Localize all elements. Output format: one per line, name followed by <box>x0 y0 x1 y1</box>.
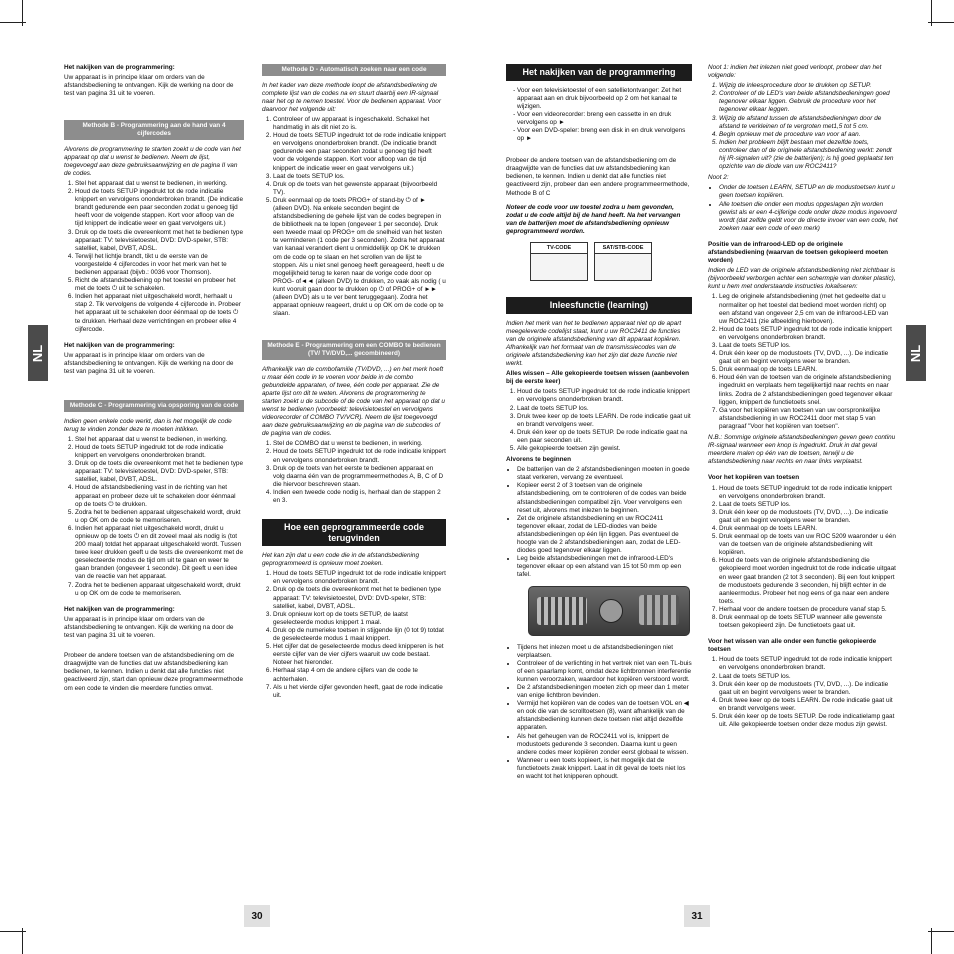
list-item: • Wanneer u een toets kopieert, is het mogelijk dat de functietoets zwak knippert. Laat in dit geval de toets niet los en wacht tot het knipperen ophoudt. <box>517 757 692 781</box>
erase-function-steps <box>708 656 898 729</box>
list-item: 2. Laat de toets SETUP los. <box>517 405 692 413</box>
list-item: 7. Als u het vierde cijfer gevonden heeft, gaat de rode indicatie uit. <box>273 684 446 700</box>
language-tab-left-label: NL <box>30 344 46 362</box>
paragraph-check-1: Uw apparaat is in principe klaar om orders van de afstandsbediening te ontvangen. Kijk de werking na door de test van pagina 31 uit te voeren. <box>64 74 234 98</box>
list-item: • Als het geheugen van de ROC2411 vol is, knippert de modustoets gedurende 3 seconden. Daarna kunt u geen andere codes meer kopiëren zonder eerst globaal te wissen. <box>517 733 692 757</box>
list-item: 5. Druk eenmaal op de toets PROG+ of stand-by ⏻ of ► (alleen DVD). Na enkele seconden begint de afstandsbediening de gehele lijst van de codes begrepen in de bibliotheek na te lopen (ongeveer 1 per seconde). Druk een tweede maal op PROG+ om de snelheid van het testen te verminderen (1 code per 3 seconden). Zodra het apparaat van kanaal verandert dient u onmiddellijk op OK te drukken om de code op te slaan en het scrollen van de lijst te stoppen. Als u niet snel genoeg heeft gereageerd, heeft u de mogelijkheid terug te keren naar de vorige code door op PROG- of◄◄ (alleen DVD) te drukken, zo vaak als nodig ( u kunt vooruit gaan door te drukken op ⏻ of PROG+ of ►► (alleen DVD) als u te ver bent teruggegaan). Zodra het apparaat opnieuw reageert, drukt u op OK om de code op te slaan. <box>273 197 446 318</box>
learning-intro: Indien het merk van het te bedienen apparaat niet op de apart meegeleverde codelijst staat, kunt u uw ROC2411 de functies van de originele afstandsbediening van dit apparaat kopiëren. Afhankelijk van het formaat van de transmissiecodes van de originele afstandsbediening kan het zijn dat deze functie niet werkt. <box>506 319 682 368</box>
column-4 <box>708 64 898 732</box>
page-number-right-text: 31 <box>691 910 703 922</box>
list-item: 2. Houd de toets SETUP ingedrukt tot de rode indicatie knippert en vervolgens ononderbroken brandt. <box>273 448 446 464</box>
list-item: 1. Stel het apparaat dat u wenst te bedienen, in werking. <box>75 436 244 444</box>
page-number-right <box>684 905 710 927</box>
during-learning-bullets <box>506 644 692 782</box>
list-item: • Vermijd het kopiëren van de codes van de toetsen VOL en ◀ en ook die van de scrolltoetsen (8), want afhankelijk van de afstandsbediening kunnen deze toetsen niet altijd dezelfde apparaten. <box>517 700 692 732</box>
method-d-intro: In het kader van deze methode loopt de afstandsbediening de complete lijst van de codes na en stuurt daarbij een IR-signaal naar het op te nemen toestel. Voor de bedienen apparaat. Voor daarvoor het volgende uit: <box>262 81 441 113</box>
list-item: 3. Druk opnieuw kort op de toets SETUP, de laatst geselecteerde modus knippert 1 maal. <box>273 611 446 627</box>
list-item: 1. Houd de toets SETUP ingedrukt tot de rode indicatie knippert en vervolgens ononderbroken brandt. <box>719 656 898 672</box>
list-item: 4. Druk één keer op de modustoets (TV, DVD, ...). De indicatie gaat uit en begint vervolgens weer te branden. <box>719 350 898 366</box>
led-position-steps <box>708 293 898 431</box>
method-c-steps <box>64 436 244 598</box>
list-item: 1. Houd de toets SETUP ingedrukt tot de rode indicatie knippert en vervolgens ononderbroken brandt. <box>273 570 446 586</box>
heading-led-position: Positie van de infrarood-LED op de originele afstandsbediening (waarvan de toetsen gekopieerd moeten worden) <box>708 240 889 265</box>
list-item: 4. Druk eenmaal op de toets LEARN. <box>719 525 898 533</box>
list-item: 5. Indien het probleem blijft bestaan met dezelfde toets, controleer dan of de originele afstandsbediening werkt: zendt hij IR-signalen uit? (zie de batterijen); is hij goed geplaatst ten opzichte van de diode van uw ROC2411? <box>719 139 898 171</box>
crop-mark-tr <box>928 22 954 49</box>
before-start-bullets <box>506 466 692 579</box>
heading-check-2: Het nakijken van de programmering: <box>64 341 175 349</box>
list-item: 5. Richt de afstandsbediening op het toestel en probeer het met de toets ⏻ uit te schakelen. <box>75 277 244 293</box>
list-item: 5. Zodra het te bedienen apparaat uitgeschakeld wordt, drukt u op OK om de code te memoriseren. <box>75 509 244 525</box>
list-item: 3. Laat de toets SETUP los. <box>273 173 446 181</box>
list-item: - Voor een videorecorder: breng een cassette in en druk vervolgens op ► <box>517 111 692 127</box>
list-item: 6. Houd de toets van de originele afstandsbediening die gekopieerd moet worden ingedrukt tot de rode indicatie uitgaat en weer gaat branden (2 tot 3 seconden). Bij een fout knippert de modustoets gedurende 3 seconden, hij blijft echter in de aanleermodus. Probeer het nog eens of ga naar een andere toets. <box>719 557 898 606</box>
list-item: 5. Druk eenmaal op de toets LEARN. <box>719 366 898 374</box>
list-item: 3. Wijzig de afstand tussen de afstandsbedieningen door de afstand te verkleinen of te vergroten met1,5 tot 5 cm. <box>719 115 898 131</box>
list-item: - Voor een televisietoestel of een satellietontvanger: Zet het apparaat aan en druk bijvoorbeeld op 2 om het kanaal te wijzigen. <box>517 87 692 111</box>
crop-mark-tr2 <box>905 0 932 26</box>
list-item: 1. Stel de COMBO dat u wenst te bedienen, in werking. <box>273 440 446 448</box>
method-d-steps <box>262 116 446 318</box>
note-write-code: Noteer de code voor uw toestel zodra u hem gevonden, zodat u de code altijd bij de hand heeft. Na het vervangen van de batterijen moet de afstandsbediening opnieuw geprogrammeerd worden. <box>506 203 681 235</box>
note-1: Noot 1: indien het inlezen niet goed verloopt, probeer dan het volgende: <box>708 64 882 80</box>
list-item: 4. Indien een tweede code nodig is, herhaal dan de stappen 2 en 3. <box>273 489 446 505</box>
remote-illustration <box>528 586 690 636</box>
tv-code-box <box>530 242 588 281</box>
list-item: 1. Stel het apparaat dat u wenst te bedienen, in werking. <box>75 180 244 188</box>
heading-check-1: Het nakijken van de programmering: <box>64 64 175 71</box>
list-item: • Kopieer eerst 2 of 3 toetsen van de originele afstandsbediening, om te controleren of de codes van beide afstandsbedieningen compatibel zijn. Voer vervolgens een reset uit, alvorens met inlezen te beginnen. <box>517 482 692 514</box>
method-b-steps <box>64 180 244 334</box>
method-d-box: Methode D - Automatisch zoeken naar een code <box>262 64 446 76</box>
note-1-list <box>708 82 898 171</box>
list-item: 2. Laat de toets SETUP los. <box>719 673 898 681</box>
list-item: 6. Indien het apparaat niet uitgeschakeld wordt, herhaalt u stap 2. Tik vervolgens de volgende 4 cijfercode in. Probeer het apparaat uit te schakelen door éénmaal op de toets ⏻ te drukken. Herhaal deze verrichtingen en probeer elke 4 cijfercode. <box>75 293 244 333</box>
list-item: 3. Druk twee keer op de toets LEARN. De rode indicatie gaat uit en brandt vervolgens weer. <box>517 413 692 429</box>
paragraph-try-keys: Probeer de andere toetsen van de afstandsbediening om de draagwijdte van de functies dat uw afstandsbediening kan bedienen, te kennen. Indien u denkt dat alle functies niet geactiveerd zijn, start dan opnieuw deze programmeermethode om een code te vinden die meerdere functies omvat. <box>64 652 244 692</box>
list-item: 4. Druk op de toets van het gewenste apparaat (bijvoorbeeld TV). <box>273 181 446 197</box>
list-item: • De batterijen van de 2 afstandsbedieningen moeten in goede staat verkeren, vervang ze eventueel. <box>517 466 692 482</box>
list-item: - Voor een DVD-speler: breng een disk in en druk vervolgens op ► <box>517 127 692 143</box>
method-e-intro: Afhankelijk van de combofamilie (TV/DVD, ...) en het merk hoeft u maar één code in te voeren voor beide in de combo gebundelde apparaten, of twee, één code per apparaat. Zie de aparte lijst om dit te weten. Alvorens de programmering te starten zoekt u de subcode of de code van het apparaat op dat u wenst te bedienen (voorbeeld: televisietoestel en vervolgens videorecorder of COMBO TV/VCR). Neem de lijst toegevoegd aan deze gebruiksaanwijzing en de pagina van de subcodes of de pagina van de codes. <box>262 365 445 438</box>
list-item: 5. Alle gekopieerde toetsen zijn gewist. <box>517 445 692 453</box>
method-c-intro: Indien geen enkele code werkt, dan is het mogelijk de code terug te vinden zonder deze te moeten intikken. <box>64 417 232 433</box>
method-e-steps <box>262 440 446 505</box>
note-2-list <box>708 184 898 233</box>
crop-mark-bl2 <box>22 928 49 954</box>
page-number-left-text: 30 <box>251 910 263 922</box>
note-2: Noot 2: <box>708 174 729 182</box>
method-b-intro: Alvorens de programmering te starten zoekt u de code van het apparaat op dat u wenst te bedienen. Neem de lijst, toegevoegd aan deze gebruiksaanwijzing en de pagina II van de codes. <box>64 145 241 177</box>
list-item: 3. Druk op de toets die overeenkomt met het te bedienen type apparaat: TV: televisietoestel, DVD: DVD-speler, STB: satelliet, kabel, DVBT, ADSL. <box>75 460 244 484</box>
sat-code-label: SAT/STB-CODE <box>595 243 651 254</box>
list-item: 4. Begin opnieuw met de procedure van voor af aan. <box>719 131 898 139</box>
tv-code-label: TV-CODE <box>531 243 587 254</box>
list-item: • De 2 afstandsbedieningen moeten zich op meer dan 1 meter van enige lichtbron bevinden. <box>517 684 692 700</box>
list-item: 2. Druk op de toets die overeenkomt met het te bedienen type apparaat: TV: televisietoestel, DVD: DVD-speler, STB: satelliet, kabel, DVBT, ADSL. <box>273 586 446 610</box>
check-programming-box: Het nakijken van de programmering <box>506 64 692 81</box>
list-item: 2. Laat de toets SETUP los. <box>719 501 898 509</box>
list-item: 5. Druk één keer op de toets SETUP. De rode indicatielamp gaat uit. Alle gekopieerde toetsen onder deze modus zijn gewist. <box>719 713 898 729</box>
erase-all-steps <box>506 388 692 453</box>
list-item: 2. Houd de toets SETUP ingedrukt tot de rode indicatie knippert en vervolgens ononderbroken brandt. <box>719 326 898 342</box>
list-item: 4. Druk één keer op de toets SETUP. De rode indicatie gaat na een paar seconden uit. <box>517 429 692 445</box>
check-bullets <box>506 87 692 144</box>
list-item: 6. Indien het apparaat niet uitgeschakeld wordt, drukt u opnieuw op de toets ⏻ en dit zoveel maal als nodig is (tot 200 maal) totdat het apparaat uitgeschakeld wordt. Tussen twee keer drukken geeft u de tests die overeenkomt met de geselecteerde modus de tijd om uit te gaan en weer te gaan branden (ongeveer 1 seconde). Dit geeft u een idee van de reactie van het apparaat. <box>75 525 244 582</box>
list-item: 3. Druk op de toets die overeenkomt met het te bedienen type apparaat: TV: televisietoestel, DVD: DVD-speler, STB: satelliet, kabel, DVBT, ADSL. <box>75 229 244 253</box>
list-item: 1. Houd de toets SETUP ingedrukt tot de rode indicatie knippert en vervolgens ononderbroken brandt. <box>719 485 898 501</box>
language-tab-right-label: NL <box>908 344 924 362</box>
list-item: • Onder de toetsen LEARN, SETUP en de modustoetsen kunt u geen toetsen kopiëren. <box>719 184 898 200</box>
heading-check-3: Het nakijken van de programmering: <box>64 605 175 613</box>
list-item: 4. Houd de afstandsbediening vast in de richting van het apparaat en probeer deze uit te schakelen door éénmaal op de toets ⏻ te drukken. <box>75 484 244 508</box>
list-item: 3. Druk één keer op de modustoets (TV, DVD, ...). De indicatie gaat uit en begint vervolgens weer te branden. <box>719 509 898 525</box>
heading-copy-keys: Voor het kopiëren van toetsen <box>708 474 800 482</box>
list-item: 8. Druk eenmaal op de toets SETUP wanneer alle gewenste toetsen gekopieerd zijn. De functietoets gaat uit. <box>719 614 898 630</box>
list-item: 2. Houd de toets SETUP ingedrukt tot de rode indicatie knippert en vervolgens ononderbroken brandt. (De indicatie brandt gedurende een paar seconden zodat u genoeg tijd heeft voor de volgende stappen. Kort voor afloop van de tijd knippert de indicatie weer en gaat vervolgens uit.) <box>273 132 446 172</box>
heading-erase-all: Alles wissen – Alle gekopieerde toetsen wissen (aanbevolen bij de eerste keer) <box>506 370 690 386</box>
list-item: 3. Laat de toets SETUP los. <box>719 342 898 350</box>
find-code-box: Hoe een geprogrammeerde code terugvinden <box>262 519 446 546</box>
list-item: 4. Druk twee keer op de toets LEARN. De rode indicatie gaat uit en brandt vervolgens weer. <box>719 697 898 713</box>
paragraph-check-3: Uw apparaat is in principe klaar om orders van de afstandsbediening te ontvangen. Kijk de werking na door de test van pagina 31 uit te voeren. <box>64 615 234 640</box>
list-item: • Controleer of de verlichting in het vertrek niet van een TL-buis of een spaarlamp komt, omdat deze lichtbronnen interferentie kunnen veroorzaken, waardoor het kopiëren verstoord wordt. <box>517 660 692 684</box>
method-e-box: Methode E - Programmering om een COMBO te bedienen (TV/ TV/DVD,... gecombineerd) <box>262 340 446 359</box>
crop-mark-tl <box>0 22 26 49</box>
list-item: 7. Ga voor het kopiëren van toetsen van uw oorspronkelijke afstandsbediening in uw ROC2411 door met stap 5 van paragraaf "Voor het kopiëren van toetsen". <box>719 407 898 431</box>
list-item: 4. Druk op de numerieke toetsen in stijgende lijn (0 tot 9) totdat de geselecteerde modus 1 maal knippert. <box>273 627 446 643</box>
column-3 <box>506 64 692 784</box>
list-item: 1. Wijzig de inleesprocedure door te drukken op SETUP. <box>719 82 898 90</box>
list-item: 6. Herhaal stap 4 om de andere cijfers van de code te achterhalen. <box>273 667 446 683</box>
list-item: 5. Druk eenmaal op de toets van uw ROC 5209 waaronder u één van de toetsen van de originele afstandsbediening wilt kopiëren. <box>719 533 898 557</box>
find-code-steps <box>262 570 446 700</box>
column-2 <box>262 64 446 703</box>
list-item: • Alle toetsen die onder een modus opgeslagen zijn worden gewist als er een 4-cijferige code onder deze modus ingevoerd wordt (dat zelfde geldt voor de directe invoer van een code, het zoeken naar een code of een merk) <box>719 201 898 233</box>
list-item: 2. Houd de toets SETUP ingedrukt tot de rode indicatie knippert en vervolgens ononderbroken brandt. <box>75 444 244 460</box>
method-b-box: Methode B - Programmering aan de hand van 4 cijfercodes <box>64 120 244 139</box>
method-c-box: Methode C - Programmering via opsporing van de code <box>64 400 244 412</box>
list-item: 5. Het cijfer dat de geselecteerde modus deed knipperen is het eerste cijfer van de vier cijfers waaruit uw code bestaat. Noteer het hieronder. <box>273 643 446 667</box>
list-item: 6. Houd één van de toetsen van de originele afstandsbediening ingedrukt en verplaats hem tegelijkertijd naar rechts en naar links. Zodra de 2 afstandsbedieningen goed tegenover elkaar liggen, knippert de functietoets snel. <box>719 374 898 406</box>
page-number-left <box>244 905 270 927</box>
list-item: 7. Herhaal voor de andere toetsen de procedure vanaf stap 5. <box>719 606 898 614</box>
list-item: • Tijdens het inlezen moet u de afstandsbedieningen niet verplaatsen. <box>517 644 692 660</box>
crop-mark-br2 <box>905 928 932 954</box>
code-boxes <box>530 242 692 281</box>
list-item: • Leg beide afstandsbedieningen met de infrarood-LED's tegenover elkaar op een afstand van 15 tot 50 mm op een tafel. <box>517 555 692 579</box>
heading-before-start: Alvorens te beginnen <box>506 456 571 464</box>
paragraph-try-keys-2: Probeer de andere toetsen van de afstandsbediening om de draagwijdte van de functies dat uw afstandsbediening kan bedienen, te kennen. Indien u denkt dat alle functies niet geactiveerd zijn, probeer dan een andere programmeermethode, Methode B of C <box>506 157 690 197</box>
list-item: 3. Druk op de toets van het eerste te bedienen apparaat en volg daarna één van de programmeermethodes A, B, C of D die hiervoor beschreven staan. <box>273 465 446 489</box>
heading-erase-function: Voor het wissen van alle onder een functie gekopieerde toetsen <box>708 638 877 654</box>
learning-box: Inleesfunctie (learning) <box>506 297 692 314</box>
list-item: 2. Houd de toets SETUP ingedrukt tot de rode indicatie knippert en vervolgens ononderbroken brandt. (De indicatie brandt gedurende een paar seconden zodat u genoeg tijd heeft voor de volgende stappen. Kort voor afloop van de tijd knippert de indicatie weer en gaat vervolgens uit.) <box>75 188 244 228</box>
sat-code-box <box>594 242 652 281</box>
language-tab-left <box>28 325 48 381</box>
crop-mark-tl2 <box>22 0 49 26</box>
find-code-intro: Het kan zijn dat u een code die in de afstandsbediening geprogrammeerd is opnieuw moet zoeken. <box>262 552 420 568</box>
language-tab-right <box>906 325 926 381</box>
nb-note: N.B.: Sommige originele afstandsbedieningen geven geen continu IR-signaal wanneer een knop is ingedrukt. Druk in dat geval meerdere malen op één van de toetsen, terwijl u de afstandsbediening naar rechts en naar links verplaatst. <box>708 434 896 466</box>
paragraph-check-2: Uw apparaat is in principe klaar om orders van de afstandsbediening te ontvangen. Kijk de werking na door de test van pagina 31 uit te voeren. <box>64 351 234 375</box>
list-item: 1. Controleer of uw apparaat is ingeschakeld. Schakel het handmatig in als dit niet zo is. <box>273 116 446 132</box>
copy-keys-steps <box>708 485 898 631</box>
list-item: 1. Houd de toets SETUP ingedrukt tot de rode indicatie knippert en vervolgens ononderbroken brandt. <box>517 388 692 404</box>
column-1 <box>64 64 244 695</box>
list-item: 4. Terwijl het lichtje brandt, tikt u de eerste van de voorgestelde 4 cijfercodes in voor het merk van het te bedienen apparaat (bijvb.: 0036 voor Thomson). <box>75 253 244 277</box>
list-item: 3. Druk één keer op de modustoets (TV, DVD, ...). De indicatie gaat uit en begint vervolgens weer te branden. <box>719 681 898 697</box>
list-item: 2. Controleer of de LED's van beide afstandsbedieningen goed tegenover elkaar liggen. Gebruik de procedure voor het tegenover elkaar leggen. <box>719 90 898 114</box>
list-item: 1. Leg de originele afstandsbediening (met het gedeelte dat u normaliter op het toestel dat bediend moet worden richt) op een afstand van ongeveer 2,5 cm van de infrarood-LED van uw ROC2411 (zie afbeelding hierboven). <box>719 293 898 325</box>
list-item: 7. Zodra het te bedienen apparaat uitgeschakeld wordt, drukt u op OK om de code te memoriseren. <box>75 582 244 598</box>
led-position-intro: Indien de LED van de originele afstandsbediening niet zichtbaar is (bijvoorbeeld verborgen achter een schermpje van donker plastic), kunt u hem met onderstaande instructies lokaliseren: <box>708 267 896 291</box>
list-item: • Zet de originele afstandsbediening en uw ROC2411 tegenover elkaar, zodat de LED-diodes van beide afstandsbedieningen op één lijn liggen. Pas eventueel de hoogte van de 2 afstandsbedieningen aan, zodat de LED-diodes goed tegenover elkaar liggen. <box>517 515 692 555</box>
